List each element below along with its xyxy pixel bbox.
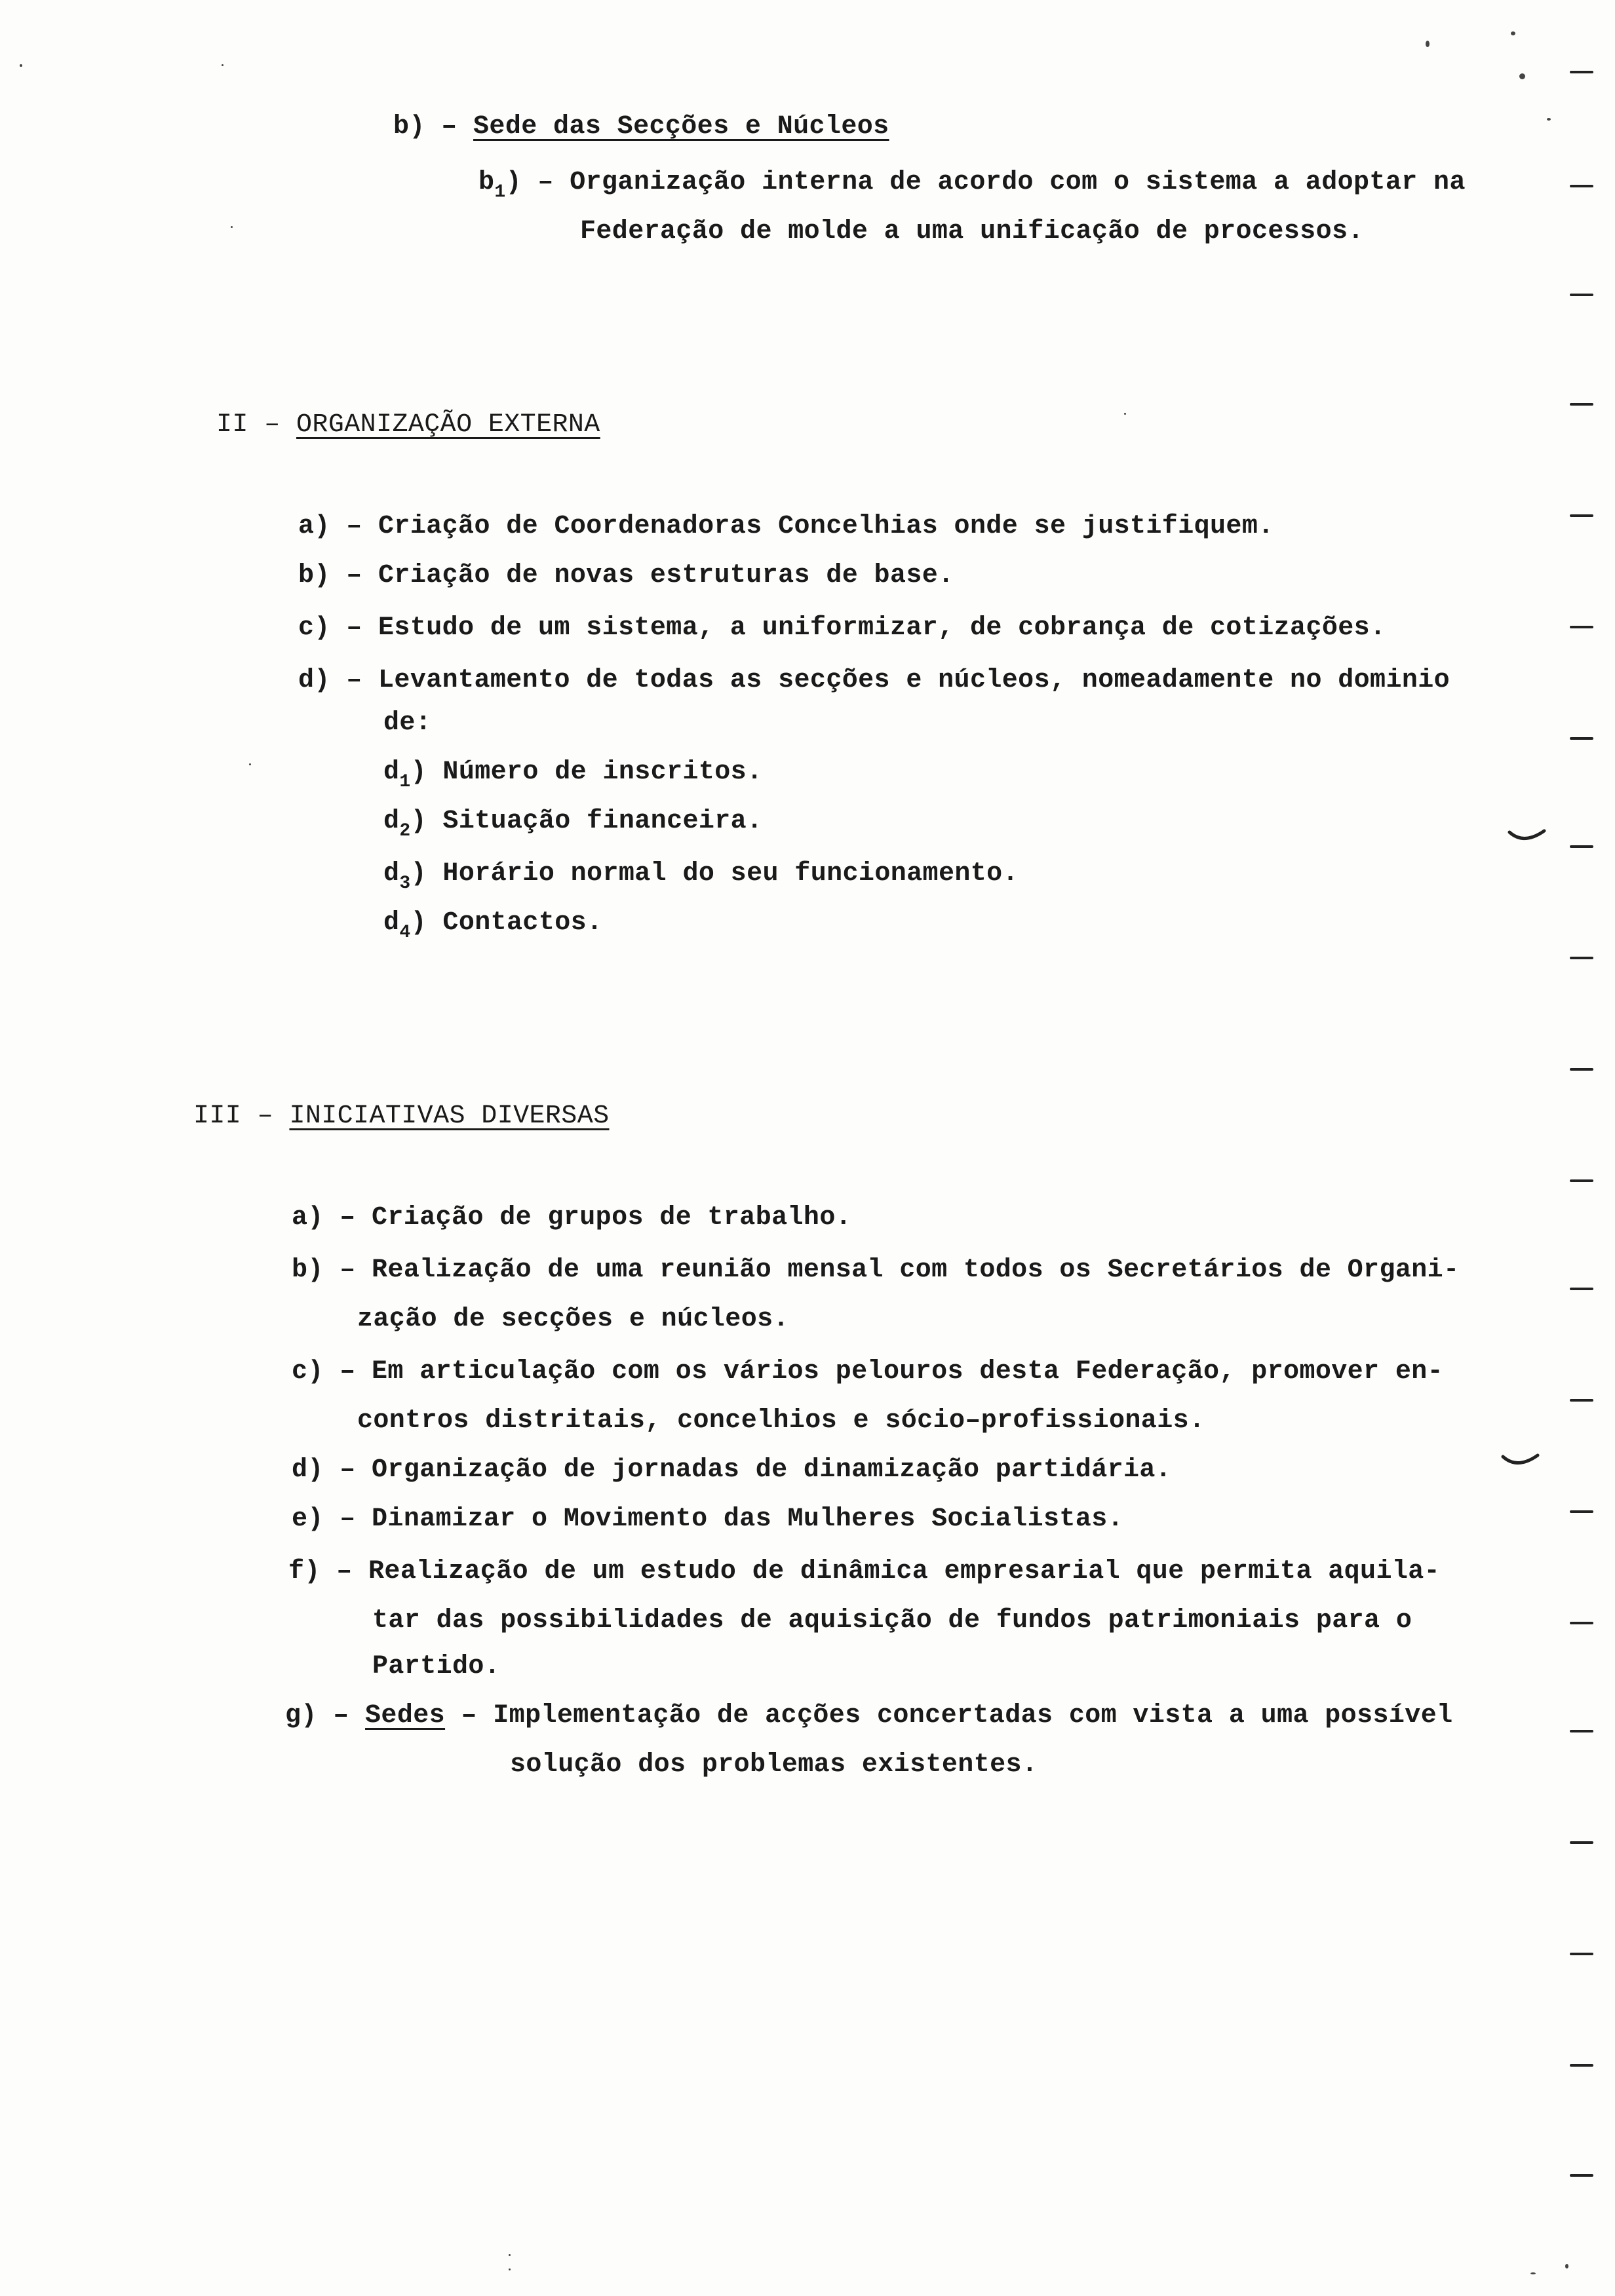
section-iii-item-g (285, 1700, 1453, 1732)
d3-label: d (383, 859, 400, 889)
scan-speck (249, 763, 251, 765)
scan-speck (509, 2268, 511, 2270)
scan-speck (1565, 2264, 1568, 2268)
section-ii-heading (216, 410, 600, 441)
margin-mark (1570, 1953, 1593, 1955)
section-ii-item-c: c) – Estudo de um sistema, a uniformizar, de cobrança de cotizações. (298, 613, 1386, 643)
scan-speck (1530, 2272, 1536, 2274)
margin-mark (1570, 1288, 1593, 1290)
scan-speck (1426, 41, 1430, 47)
section-ii-subitem-d1 (383, 757, 763, 790)
d1-subscript: 1 (399, 772, 411, 792)
section-iii-item-d: d) – Organização de jornadas de dinamização partidária. (292, 1455, 1172, 1485)
section-iii-item-c: c) – Em articulação com os vários pelouros desta Federação, promover en- (292, 1357, 1444, 1387)
check-mark-icon (1501, 1451, 1540, 1471)
section-ii-title: ORGANIZAÇÃO EXTERNA (296, 410, 600, 440)
g-title: Sedes (365, 1701, 446, 1731)
d2-subscript: 2 (399, 821, 411, 841)
section-iii-item-f-continuation-1: tar das possibilidades de aquisição de fundos patrimoniais para o (372, 1606, 1412, 1636)
scan-speck (509, 2254, 511, 2256)
section-iii-item-g-continuation: solução dos problemas existentes. (510, 1750, 1038, 1780)
d2-label: d (383, 807, 400, 836)
margin-mark (1570, 1730, 1593, 1732)
section-iii-numeral: III – (193, 1101, 290, 1131)
check-mark-icon (1508, 827, 1547, 847)
section-ii-item-d-continuation: de: (383, 708, 432, 738)
section-ii-subitem-d3 (383, 858, 1019, 892)
section-ii-item-b: b) – Criação de novas estruturas de base. (298, 561, 954, 590)
margin-mark (1570, 71, 1593, 73)
margin-mark (1570, 1841, 1593, 1844)
section-iii-item-b-continuation: zação de secções e núcleos. (357, 1305, 789, 1334)
section-ii-subitem-d2 (383, 806, 763, 839)
scan-speck (1124, 413, 1126, 415)
scan-speck (222, 64, 224, 66)
margin-mark (1570, 957, 1593, 959)
d4-subscript: 4 (399, 923, 411, 943)
section-i-b-title: Sede das Secções e Núcleos (473, 112, 889, 142)
section-iii-heading (193, 1101, 610, 1132)
scan-speck (1511, 31, 1515, 35)
scan-speck (231, 226, 233, 228)
section-iii-item-f: f) – Realização de um estudo de dinâmica empresarial que permita aquila- (288, 1557, 1441, 1586)
section-ii-item-d: d) – Levantamento de todas as secções e núcleos, nomeadamente no dominio (298, 666, 1450, 695)
margin-mark (1570, 1510, 1593, 1513)
margin-mark (1570, 294, 1593, 296)
d3-text: ) Horário normal do seu funcionamento. (410, 859, 1019, 889)
section-iii-item-e: e) – Dinamizar o Movimento das Mulheres Socialistas. (292, 1504, 1124, 1534)
section-iii-item-a: a) – Criação de grupos de trabalho. (292, 1203, 852, 1233)
section-ii-subitem-d4 (383, 908, 602, 941)
margin-mark (1570, 185, 1593, 187)
margin-mark (1570, 1399, 1593, 1402)
section-i-b-marker: b) – (393, 112, 474, 142)
section-i-b1-line (478, 167, 1466, 201)
margin-mark (1570, 626, 1593, 628)
section-i-b1-continuation: Federação de molde a uma unificação de processos. (580, 217, 1364, 246)
g-marker: g) – (285, 1701, 366, 1731)
section-iii-item-f-continuation-2: Partido. (372, 1652, 501, 1681)
margin-mark (1570, 1068, 1593, 1071)
margin-mark (1570, 737, 1593, 740)
b1-label: b (478, 168, 495, 197)
b1-text: ) – Organização interna de acordo com o sistema a adoptar na (505, 168, 1466, 197)
margin-mark (1570, 2174, 1593, 2177)
margin-mark (1570, 514, 1593, 517)
d4-label: d (383, 908, 400, 938)
d2-text: ) Situação financeira. (410, 807, 763, 836)
margin-mark (1570, 1179, 1593, 1182)
section-i-b-heading (393, 111, 889, 143)
d4-text: ) Contactos. (410, 908, 603, 938)
g-text: – Implementação de acções concertadas com vista a uma possível (445, 1701, 1453, 1731)
section-iii-item-c-continuation: contros distritais, concelhios e sócio–profissionais. (357, 1406, 1205, 1436)
margin-mark (1570, 403, 1593, 406)
section-iii-item-b: b) – Realização de uma reunião mensal com todos os Secretários de Organi- (292, 1255, 1460, 1285)
b1-subscript: 1 (494, 182, 506, 202)
d1-label: d (383, 757, 400, 787)
section-ii-numeral: II – (216, 410, 297, 440)
scan-speck (20, 64, 22, 67)
d1-text: ) Número de inscritos. (410, 757, 763, 787)
section-iii-title: INICIATIVAS DIVERSAS (289, 1101, 610, 1131)
d3-subscript: 3 (399, 873, 411, 894)
section-ii-item-a: a) – Criação de Coordenadoras Concelhias onde se justifiquem. (298, 512, 1274, 541)
margin-mark (1570, 1622, 1593, 1624)
margin-mark (1570, 845, 1593, 848)
scan-speck (1547, 118, 1551, 121)
scan-speck (1519, 73, 1525, 79)
margin-mark (1570, 2064, 1593, 2067)
